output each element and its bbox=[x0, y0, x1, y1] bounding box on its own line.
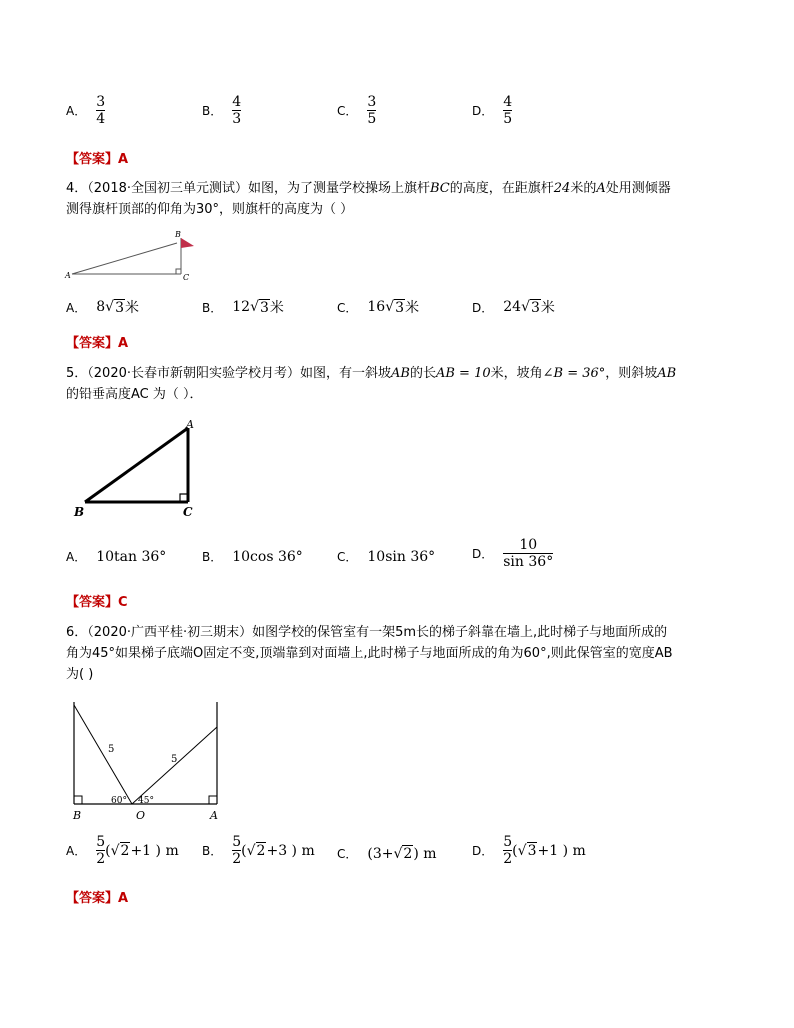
q4-option-d: D． 24 √ 3 米 bbox=[472, 299, 555, 316]
sqrt-icon: √ bbox=[517, 842, 527, 859]
label-b: B bbox=[73, 809, 82, 822]
fraction: $\frac{5}{2}$ bbox=[96, 834, 106, 867]
ladder-45 bbox=[132, 727, 217, 804]
q4-text bbox=[66, 178, 746, 220]
q4-option-c: C． 16 √ 3 米 bbox=[337, 299, 420, 316]
fraction: $\frac{3}{4}$ bbox=[96, 94, 106, 127]
q4-option-a: A． 8 √ 3 米 bbox=[66, 299, 139, 316]
q6-figure bbox=[66, 700, 226, 822]
q4-figure bbox=[60, 228, 210, 284]
sqrt-icon: √ bbox=[246, 842, 256, 859]
right-angle-mark bbox=[176, 269, 181, 274]
q5-line2: 的铅垂高度AC 为（ ）． bbox=[66, 387, 203, 402]
q6-answer: 【答案】A bbox=[66, 891, 129, 906]
sqrt-icon: √ bbox=[250, 299, 259, 315]
fraction: $\frac{4}{5}$ bbox=[503, 94, 513, 127]
sqrt-icon: √ bbox=[521, 299, 530, 315]
right-angle-mark-a bbox=[209, 796, 217, 804]
q4-option-b: B． 12 √ 3 米 bbox=[202, 299, 284, 316]
label-a: A bbox=[210, 809, 218, 822]
q4-line1: 4．（2018·全国初三单元测试）如图，为了测量学校操场上旗杆BC的高度，在距旗杆24米的A处用测倾器 bbox=[66, 181, 671, 196]
label-c: C bbox=[183, 505, 193, 519]
label-a: A bbox=[65, 271, 71, 280]
length-label-left: 5 bbox=[108, 744, 115, 755]
q5-option-d: D． $\frac{10}{\sin 36^\circ}$ bbox=[472, 537, 554, 570]
flag-icon bbox=[181, 238, 194, 248]
label-a: A bbox=[186, 418, 194, 431]
q6-line2: 角为45°如果梯子底端O固定不变,顶端靠到对面墙上,此时梯子与地面所成的角为60°,则此保管室的宽度AB bbox=[66, 646, 673, 661]
right-angle-mark-b bbox=[74, 796, 82, 804]
slope-ab bbox=[85, 428, 188, 502]
sqrt-icon: √ bbox=[385, 299, 395, 315]
q6-text bbox=[66, 622, 766, 685]
fraction: $\frac{10}{\sin 36^\circ}$ bbox=[503, 537, 554, 570]
sqrt-icon: √ bbox=[110, 842, 120, 859]
fraction: $\frac{4}{3}$ bbox=[232, 94, 242, 127]
length-label-right: 5 bbox=[171, 754, 178, 765]
label-o: O bbox=[136, 809, 146, 822]
fraction: $\frac{5}{2}$ bbox=[232, 834, 242, 867]
q5-text bbox=[66, 363, 756, 405]
q3-option-c: C． $\frac{3}{5}$ bbox=[337, 94, 377, 127]
sqrt-icon: √ bbox=[105, 299, 115, 315]
sqrt-icon: √ bbox=[393, 845, 403, 862]
q5-line1: 5．（2020·长春市新朝阳实验学校月考）如图，有一斜坡AB的长AB = 10米，坡角∠B = 36°，则斜坡AB bbox=[66, 366, 677, 381]
q6-option-d: D． $\frac{5}{2}$ ( √ 3 +1 ) m bbox=[472, 834, 586, 867]
q3-option-a: A． $\frac{3}{4}$ bbox=[66, 94, 106, 127]
q3-option-d: D． $\frac{4}{5}$ bbox=[472, 94, 513, 127]
fraction: $\frac{5}{2}$ bbox=[503, 834, 513, 867]
label-c: C bbox=[183, 273, 190, 282]
q3-answer: 【答案】A bbox=[66, 152, 129, 167]
q3-option-b: B． $\frac{4}{3}$ bbox=[202, 94, 242, 127]
ladder-60 bbox=[74, 705, 132, 804]
q4-line2: 测得旗杆顶部的仰角为30°，则旗杆的高度为（ ） bbox=[66, 202, 354, 217]
q6-option-b: B． $\frac{5}{2}$ ( √ 2 +3 ) m bbox=[202, 834, 315, 867]
q5-option-a: A． 10tan 36° bbox=[66, 548, 167, 565]
q6-option-c: C． (3+ √ 2 ) m bbox=[337, 845, 437, 862]
label-b: B bbox=[175, 230, 181, 239]
angle-label-60: 60° bbox=[111, 796, 127, 806]
q5-figure bbox=[70, 416, 210, 522]
q6-option-a: A． $\frac{5}{2}$ ( √ 2 +1 ) m bbox=[66, 834, 179, 867]
q5-answer: 【答案】C bbox=[66, 595, 128, 610]
hypotenuse bbox=[72, 243, 177, 274]
q6-line3: 为( ) bbox=[66, 667, 94, 682]
q4-answer: 【答案】A bbox=[66, 336, 129, 351]
label-b: B bbox=[74, 505, 85, 519]
q5-option-c: C． 10sin 36° bbox=[337, 548, 436, 565]
fraction: $\frac{3}{5}$ bbox=[367, 94, 377, 127]
q6-line1: 6．（2020·广西平桂·初三期末）如图学校的保管室有一架5m长的梯子斜靠在墙上,此时梯子与地面所成的 bbox=[66, 625, 668, 640]
angle-label-45: 45° bbox=[138, 796, 154, 806]
q5-option-b: B． 10cos 36° bbox=[202, 548, 303, 565]
